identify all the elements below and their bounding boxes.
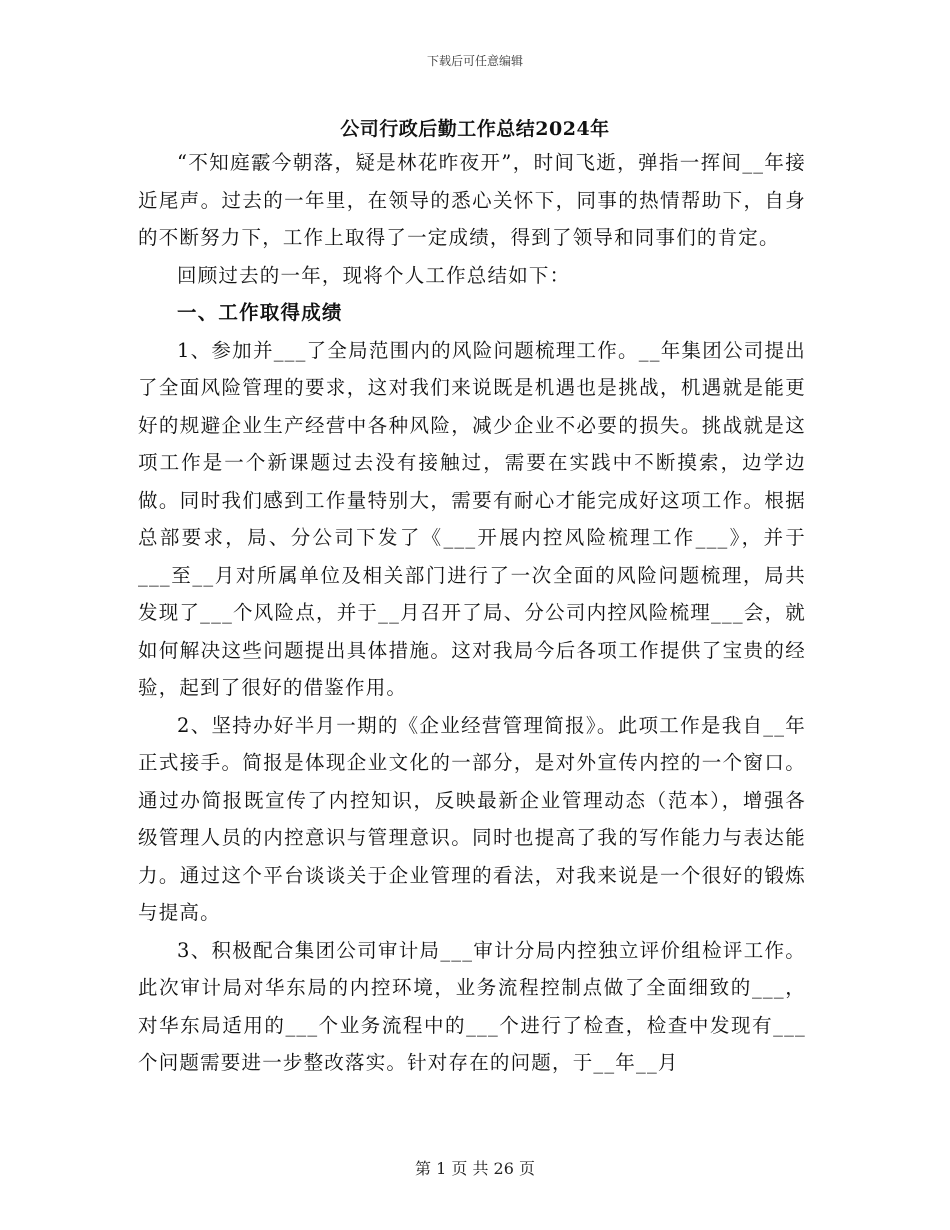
paragraph-item-3: 3、积极配合集团公司审计局___审计分局内控独立评价组检评工作。此次审计局对华东局的内控环境，业务流程控制点做了全面细致的___，对华东局适用的___个业务流程中的___个进行了检查，检查中发现有___个问题需要进一步整改落实。针对存在的问题，于__年__月 [138, 938, 806, 1074]
paragraph-review: 回顾过去的一年，现将个人工作总结如下： [177, 263, 571, 287]
document-title: 公司行政后勤工作总结2024年 [340, 118, 610, 140]
paragraph-item-1: 1、参加并___了全局范围内的风险问题梳理工作。__年集团公司提出了全面风险管理的要求，这对我们来说既是机遇也是挑战，机遇就是能更好的规避企业生产经营中各种风险，减少企业不必要的损失。挑战就是这项工作是一个新课题过去没有接触过，需要在实践中不断摸索，边学边做。同时我们感到工作量特别大，需要有耐心才能完成好这项工作。根据总部要求，局、分公司下发了《___开展内控风险梳理工作___》，并于___至__月对所属单位及相关部门进行了一次全面的风险问题梳理，局共发现了___个风险点，并于__月召开了局、分公司内控风险梳理___会，就如何解决这些问题提出具体措施。这对我局今后各项工作提供了宝贵的经验，起到了很好的借鉴作用。 [138, 338, 806, 699]
section-heading: 一、工作取得成绩 [177, 301, 343, 324]
document-body [138, 144, 806, 1082]
page-number: 第 1 页 共 26 页 [415, 1159, 535, 1178]
paragraph-intro: “不知庭霰今朝落，疑是林花昨夜开”，时间飞逝，弹指一挥间__年接近尾声。过去的一年里，在领导的悉心关怀下，同事的热情帮助下，自身的不断努力下，工作上取得了一定成绩，得到了领导和同事们的肯定。 [138, 151, 806, 249]
paragraph-item-2: 2、坚持办好半月一期的《企业经营管理简报》。此项工作是我自__年正式接手。简报是体现企业文化的一部分，是对外宣传内控的一个窗口。通过办简报既宣传了内控知识，反映最新企业管理动态（范本），增强各级管理人员的内控意识与管理意识。同时也提高了我的写作能力与表达能力。通过这个平台谈谈关于企业管理的看法，对我来说是一个很好的锻炼与提高。 [138, 713, 806, 924]
page-header-note: 下载后可任意编辑 [426, 54, 523, 68]
